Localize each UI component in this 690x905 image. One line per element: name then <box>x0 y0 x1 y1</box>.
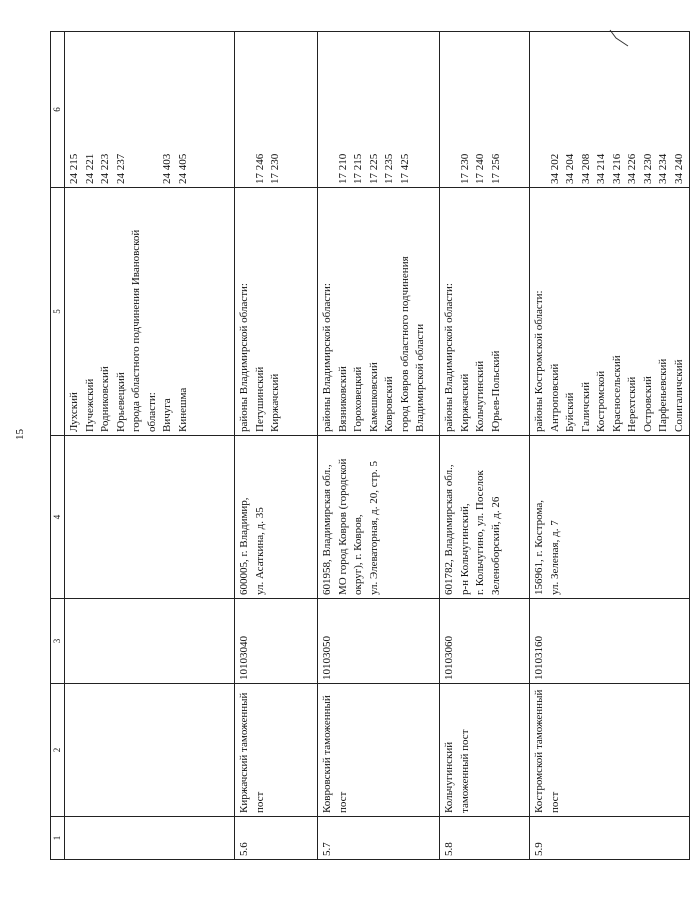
region-list-line: районы Владимирской области: <box>321 283 333 432</box>
row-number: 5.6 <box>235 817 318 860</box>
region-list-line: Владимирской области <box>414 323 426 432</box>
region-list-line: Нерехтский <box>626 376 638 432</box>
okato-codes-line <box>532 35 548 184</box>
region-list-line: Красносельский <box>610 355 623 432</box>
okato-codes-line <box>237 35 253 184</box>
okato-codes <box>440 32 530 188</box>
okato-codes-line: 34 202 <box>548 153 561 184</box>
okato-codes <box>530 32 690 188</box>
okato-codes-line: 17 246 <box>253 153 266 184</box>
okato-codes-line <box>320 35 336 184</box>
region-list-line: Юрьев-Польский <box>489 350 502 432</box>
region-list-line: районы Костромской области: <box>533 290 545 432</box>
okato-codes-line: 17 230 <box>458 153 471 184</box>
post-address <box>530 436 690 599</box>
post-address-line: ул. Зеленая, д. 7 <box>548 520 561 595</box>
column-number: 1 <box>51 817 65 860</box>
okato-codes-line: 17 230 <box>269 153 281 184</box>
okato-codes <box>235 32 318 188</box>
okato-codes-line: 34 240 <box>672 153 685 184</box>
okato-codes-line: 34 214 <box>595 153 607 184</box>
table-row <box>65 32 235 860</box>
region-list-line: Островский <box>641 376 654 432</box>
table-body <box>65 32 690 860</box>
column-number: 6 <box>51 32 65 188</box>
okato-codes-line: 17 240 <box>474 153 486 184</box>
region-list-line: Гороховецкий <box>352 366 364 432</box>
post-name: Костромской таможенный пост <box>530 684 690 817</box>
okato-codes-line: 34 208 <box>579 153 592 184</box>
region-list-line: Киржачский <box>269 373 281 432</box>
post-address-line: 156961, г. Кострома, <box>533 500 545 595</box>
post-address-line: 601958, Владимирская обл., <box>321 464 333 595</box>
okato-codes-line: 34 226 <box>626 153 638 184</box>
okato-codes-line <box>442 35 458 184</box>
okato-codes-line: 24 405 <box>176 153 189 184</box>
page-number: 15 <box>14 429 26 440</box>
okato-codes-line: 17 235 <box>383 153 395 184</box>
post-name <box>65 684 235 817</box>
column-number: 3 <box>51 599 65 684</box>
post-address-line: ул. Асаткина, д. 35 <box>253 507 266 595</box>
region-list-line: Солигаличский <box>672 359 685 432</box>
region-list-line: Родниковский <box>99 366 111 432</box>
region-list-line: Антроповский <box>548 363 561 432</box>
post-address-line: 601782, Владимирская обл., <box>443 464 455 595</box>
region-list-line: районы Владимирской области: <box>443 283 455 432</box>
region-list-line: Ковровский <box>383 376 395 432</box>
region-list-line: Пучежский <box>83 378 96 432</box>
post-address-line: округ), г. Ковров, <box>352 514 364 595</box>
rotated-table-container <box>50 32 685 860</box>
post-address-line: г. Кольчугино, ул. Поселок <box>474 470 486 595</box>
region-list-line: Парфеньевский <box>657 358 669 432</box>
region-list <box>65 188 235 436</box>
region-list-line: Киржачский <box>458 373 471 432</box>
post-address-line: МО город Ковров (городской <box>336 458 349 595</box>
region-list-line: города областного подчинения Ивановской <box>130 229 142 432</box>
okato-codes-line: 17 256 <box>489 153 502 184</box>
region-list-line: Буйский <box>564 392 576 432</box>
row-number: 5.8 <box>440 817 530 860</box>
customs-posts-table <box>50 31 690 860</box>
okato-codes-line <box>129 35 145 184</box>
row-number: 5.9 <box>530 817 690 860</box>
okato-codes-line: 17 425 <box>398 153 411 184</box>
region-list-line: Вичуга <box>161 398 173 432</box>
post-code: 10103060 <box>440 599 530 684</box>
post-address-line: 600005, г. Владимир, <box>238 497 250 595</box>
region-list <box>235 188 318 436</box>
okato-codes-line: 34 234 <box>657 153 669 184</box>
region-list-line: Кинешма <box>176 387 189 432</box>
okato-codes-line: 24 403 <box>161 153 173 184</box>
region-list <box>440 188 530 436</box>
table-row <box>318 32 440 860</box>
post-name: Кольчугинский таможенный пост <box>440 684 530 817</box>
post-code: 10103160 <box>530 599 690 684</box>
okato-codes-line: 24 221 <box>83 153 96 184</box>
row-number <box>65 817 235 860</box>
okato-codes-line: 24 223 <box>99 153 111 184</box>
region-list-line: Петушинский <box>253 366 266 432</box>
okato-codes-line: 17 215 <box>352 153 364 184</box>
region-list-line: Костромской <box>595 370 607 432</box>
column-number: 5 <box>51 188 65 436</box>
row-number: 5.7 <box>318 817 440 860</box>
okato-codes-line <box>413 35 429 184</box>
post-address-line: р-н Кольчугинский, <box>458 503 471 595</box>
post-code <box>65 599 235 684</box>
region-list-line: Галичский <box>579 382 592 432</box>
okato-codes-line: 34 230 <box>641 153 654 184</box>
region-list-line: Лухский <box>68 392 80 432</box>
region-list-line: Юрьевецкий <box>114 372 127 432</box>
region-list-line: Вязниковский <box>336 366 349 432</box>
post-address <box>65 436 235 599</box>
post-code: 10103040 <box>235 599 318 684</box>
okato-codes-line <box>145 35 161 184</box>
column-number: 4 <box>51 436 65 599</box>
okato-codes <box>65 32 235 188</box>
region-list-line: Камешковский <box>367 362 380 432</box>
okato-codes <box>318 32 440 188</box>
post-code: 10103050 <box>318 599 440 684</box>
table-row <box>235 32 318 860</box>
post-name: Киржачский таможенный пост <box>235 684 318 817</box>
region-list-line: Кольчугинский <box>474 360 486 432</box>
region-list-line: районы Владимирской области: <box>238 283 250 432</box>
okato-codes-line: 17 225 <box>367 153 380 184</box>
okato-codes-line: 34 216 <box>610 153 623 184</box>
region-list-line: город Ковров областного подчинения <box>398 256 411 432</box>
region-list <box>318 188 440 436</box>
region-list <box>530 188 690 436</box>
column-number: 2 <box>51 684 65 817</box>
okato-codes-line: 24 215 <box>68 153 80 184</box>
table-row <box>440 32 530 860</box>
okato-codes-line: 34 204 <box>564 153 576 184</box>
okato-codes-line: 24 237 <box>114 153 127 184</box>
post-address-line: ул. Элеваторная, д. 20, стр. 5 <box>367 460 380 595</box>
post-name: Ковровский таможенный пост <box>318 684 440 817</box>
okato-codes-line: 17 210 <box>336 153 349 184</box>
table-row <box>530 32 690 860</box>
region-list-line: области: <box>145 392 158 432</box>
post-address <box>235 436 318 599</box>
post-address <box>318 436 440 599</box>
column-number-row <box>51 32 65 860</box>
post-address <box>440 436 530 599</box>
post-address-line: Зеленоборский, д. 26 <box>489 496 502 595</box>
